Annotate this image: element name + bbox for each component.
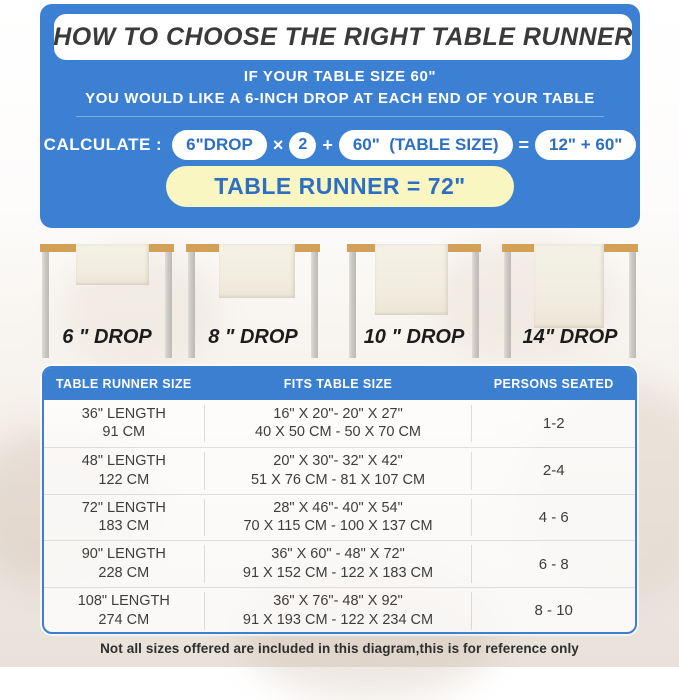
subtitle-line-1: IF YOUR TABLE SIZE 60" xyxy=(243,68,437,85)
disclaimer-note: Not all sizes offered are included in this diagram,this is for reference only xyxy=(100,641,579,656)
persons-seated-cell: 4 - 6 xyxy=(538,508,569,526)
size-inches: 48" LENGTH xyxy=(81,452,166,469)
size-inches: 108" LENGTH xyxy=(77,593,170,610)
table-illustration-6-drop xyxy=(40,244,174,360)
table-illustration-10-drop xyxy=(347,244,481,360)
table-header-row xyxy=(44,368,635,400)
fits-inches: 36" X 76"- 48" X 92" xyxy=(273,593,403,610)
multiplier-badge: 2 xyxy=(289,132,316,159)
subtitle-line-2: YOU WOULD LIKE A 6-INCH DROP AT EACH END OF YOUR TABLE xyxy=(85,90,595,107)
fits-cm: 70 X 115 CM - 100 X 137 CM xyxy=(243,518,433,535)
fits-cm: 40 X 50 CM - 50 X 70 CM xyxy=(255,424,422,441)
fits-table-cell xyxy=(204,592,473,630)
table-row xyxy=(44,447,635,494)
runner-cloth xyxy=(534,244,604,328)
persons-seated-cell: 1-2 xyxy=(542,414,565,432)
fits-inches: 20" X 30"- 32" X 42" xyxy=(273,452,403,469)
header-panel xyxy=(40,4,640,228)
fits-table-cell xyxy=(204,405,473,443)
runner-cloth xyxy=(375,244,448,315)
runner-size-cell xyxy=(44,545,204,583)
fits-cm: 91 X 193 CM - 122 X 234 CM xyxy=(242,612,434,629)
multiply-operator: × xyxy=(272,134,284,155)
drop-label: 8 " DROP xyxy=(208,326,298,348)
table-row xyxy=(44,540,635,587)
size-cm: 228 CM xyxy=(98,565,150,582)
table-illustration-14-drop xyxy=(502,244,638,360)
title-box xyxy=(54,14,632,60)
size-reference-table xyxy=(42,366,637,634)
size-cm: 274 CM xyxy=(98,612,150,629)
calculate-formula-row xyxy=(40,128,640,162)
size-cm: 91 CM xyxy=(102,424,146,441)
fits-table-cell xyxy=(204,452,473,490)
sum-pill: 12" + 60" xyxy=(535,130,636,160)
fits-cm: 51 X 76 CM - 81 X 107 CM xyxy=(250,471,426,488)
panel-divider xyxy=(76,116,604,117)
table-row xyxy=(44,587,635,634)
table-row xyxy=(44,400,635,447)
page-title: HOW TO CHOOSE THE RIGHT TABLE RUNNER xyxy=(53,22,633,51)
runner-cloth xyxy=(76,244,149,285)
fits-table-cell xyxy=(204,499,473,537)
drop-value-pill: 6"DROP xyxy=(172,130,267,160)
persons-seated-cell: 6 - 8 xyxy=(538,555,569,573)
table-row xyxy=(44,494,635,541)
equals-operator: = xyxy=(518,134,530,155)
size-inches: 90" LENGTH xyxy=(81,546,166,563)
fits-inches: 36" X 60" - 48" X 72" xyxy=(271,546,405,563)
size-inches: 72" LENGTH xyxy=(81,499,166,516)
fits-table-cell xyxy=(204,545,473,583)
persons-seated-cell: 8 - 10 xyxy=(534,602,573,620)
runner-size-cell xyxy=(44,592,204,630)
fits-inches: 28" X 46"- 40" X 54" xyxy=(273,499,403,516)
fits-cm: 91 X 152 CM - 122 X 183 CM xyxy=(242,565,434,582)
calculate-label: CALCULATE : xyxy=(43,135,163,154)
runner-size-cell xyxy=(44,499,204,537)
runner-cloth xyxy=(219,244,295,298)
fits-inches: 16" X 20"- 20" X 27" xyxy=(273,405,403,422)
drop-label: 6 " DROP xyxy=(62,326,152,348)
size-cm: 122 CM xyxy=(98,471,150,488)
column-header-runner-size: TABLE RUNNER SIZE xyxy=(55,377,192,391)
runner-size-cell xyxy=(44,452,204,490)
plus-operator: + xyxy=(322,134,333,155)
column-header-persons: PERSONS SEATED xyxy=(493,377,614,391)
runner-result-pill: TABLE RUNNER = 72" xyxy=(166,166,514,207)
column-header-fits-table: FITS TABLE SIZE xyxy=(283,377,393,391)
size-inches: 36" LENGTH xyxy=(81,405,166,422)
persons-seated-cell: 2-4 xyxy=(542,461,565,479)
table-size-pill: 60" (TABLE SIZE) xyxy=(339,130,513,160)
size-cm: 183 CM xyxy=(98,518,150,535)
table-illustration-8-drop xyxy=(186,244,320,360)
runner-size-cell xyxy=(44,405,204,443)
drop-label: 14" DROP xyxy=(522,326,618,348)
drop-label: 10 " DROP xyxy=(363,326,465,348)
